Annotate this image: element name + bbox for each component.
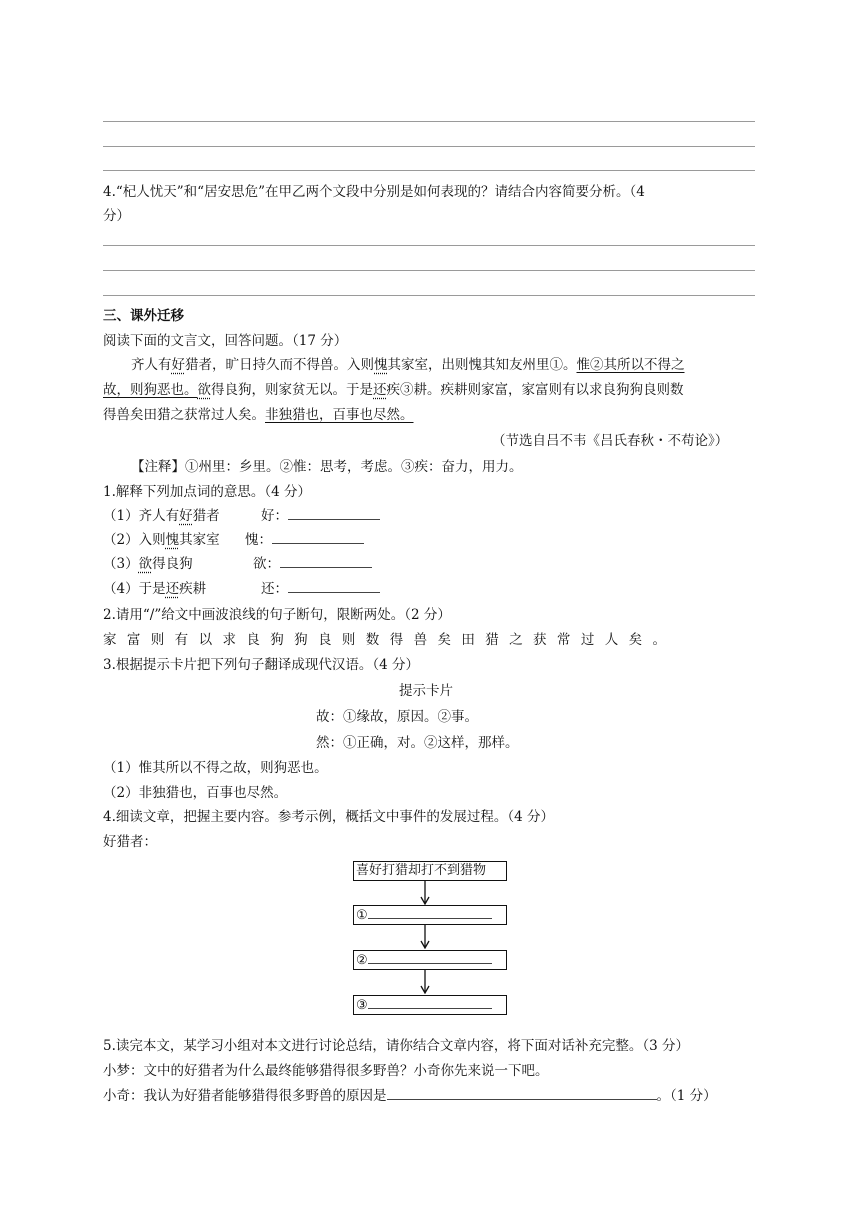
sentence-char: 得 [389,632,404,648]
question-4-prev: 4.“杞人忧天”和“居安思危”在甲乙两个文段中分别是如何表现的？请结合内容简要分析。（4 [103,184,645,200]
sentence-char: 良 [318,632,332,648]
hint-card-line-1: 故：①缘故，原因。②事。 [316,709,478,725]
answer-line [103,270,755,271]
down-arrow-icon [420,970,430,994]
sentence-char: 矣 [628,632,643,648]
answer-blank[interactable] [288,507,380,520]
sentence-char: 兽 [413,632,428,648]
sentence-char: 矣 [437,632,451,648]
answer-blank[interactable] [272,531,364,544]
question-1-title: 1.解释下列加点词的意思。（4 分） [103,484,312,500]
passage-line-1: 齐人有好猎者，旷日持久而不得兽。入则愧其家室，出则愧其知友州里①。惟②其所以不得之 [131,357,685,373]
flow-box-3[interactable]: ③ [353,995,507,1015]
sentence-char: 则 [150,632,165,648]
sentence-char: 良 [246,632,260,648]
section-heading: 三、课外迁移 [103,308,184,324]
sentence-char: 之 [509,632,523,648]
sentence-char: 常 [556,632,571,648]
answer-line [103,146,755,147]
down-arrow-icon [420,881,430,905]
answer-line [103,170,755,171]
question-4-prev-cont: 分） [103,208,130,224]
sentence-char: 人 [604,632,619,648]
sentence-char: 过 [580,632,595,648]
answer-line [103,295,755,296]
answer-line [103,121,755,122]
question-5-title: 5.读完本文，某学习小组对本文进行讨论总结，请你结合文章内容，将下面对话补充完整。（3 分） [103,1038,690,1054]
sentence-char: 狗 [270,632,284,648]
q2-sentence [103,628,676,648]
sentence-char: 家 [103,632,117,648]
hint-card-title: 提示卡片 [399,683,453,699]
sentence-char: 富 [126,632,141,648]
flow-box-2[interactable]: ② [353,950,507,970]
sentence-char: 猎 [485,632,499,648]
q1-item-1-answer: 好： [261,504,380,524]
q1-item-2-answer: 愧： [245,528,364,548]
sentence-char: 田 [461,632,475,648]
question-2-title: 2.请用“/”给文中画波浪线的句子断句，限断两处。（2 分） [103,607,451,623]
q4-label: 好猎者： [103,834,157,850]
sentence-char: 。 [652,632,666,648]
question-3-title: 3.根据提示卡片把下列句子翻译成现代汉语。（4 分） [103,657,420,673]
q1-item-1: （1）齐人有好猎者 [103,508,220,524]
answer-blank[interactable] [288,580,380,593]
flow-box-start: 喜好打猎却打不到猎物 [353,861,507,881]
sentence-char: 则 [341,632,356,648]
answer-blank[interactable] [387,1087,657,1100]
sentence-char: 获 [533,632,547,648]
q1-item-2: （2）入则愧其家室 [103,532,220,548]
flow-box-1[interactable]: ① [353,905,507,925]
passage-line-3: 得兽矣田猎之获常过人矣。非独猎也，百事也尽然。 [103,407,414,423]
dialogue-line-1: 小梦：文中的好猎者为什么最终能够猎得很多野兽？小奇你先来说一下吧。 [103,1063,549,1079]
q3-sentence-2: （2）非独猎也，百事也尽然。 [103,785,288,801]
passage-line-2: 故，则狗恶也。欲得良狗，则家贫无以。于是还疾③耕。疾耕则家富，家富则有以求良狗狗良则数 [103,382,684,398]
q1-item-4: （4）于是还疾耕 [103,581,207,597]
hint-card-line-2: 然：①正确，对。②这样，那样。 [316,735,519,751]
sentence-char: 数 [365,632,380,648]
sentence-char: 有 [174,632,189,648]
answer-blank[interactable] [280,555,372,568]
question-4-title: 4.细读文章，把握主要内容。参考示例，概括文中事件的发展过程。（4 分） [103,809,555,825]
q3-sentence-1: （1）惟其所以不得之故，则狗恶也。 [103,760,328,776]
q1-item-3: （3）欲得良狗 [103,556,193,572]
down-arrow-icon [420,925,430,949]
dialogue-line-2: 小奇：我认为好猎者能够猎得很多野兽的原因是 。（1 分） [103,1088,717,1104]
sentence-char: 以 [198,632,213,648]
sentence-char: 求 [222,632,236,648]
q1-item-3-answer: 欲： [253,552,372,572]
passage-note: 【注释】①州里：乡里。②惟：思考，考虑。③疾：奋力，用力。 [131,459,523,475]
answer-line [103,245,755,246]
q1-item-4-answer: 还： [261,577,380,597]
section-intro: 阅读下面的文言文，回答问题。（17 分） [103,333,348,349]
passage-source: （节选自吕不韦《吕氏春秋・不苟论》） [492,433,729,449]
sentence-char: 狗 [294,632,308,648]
